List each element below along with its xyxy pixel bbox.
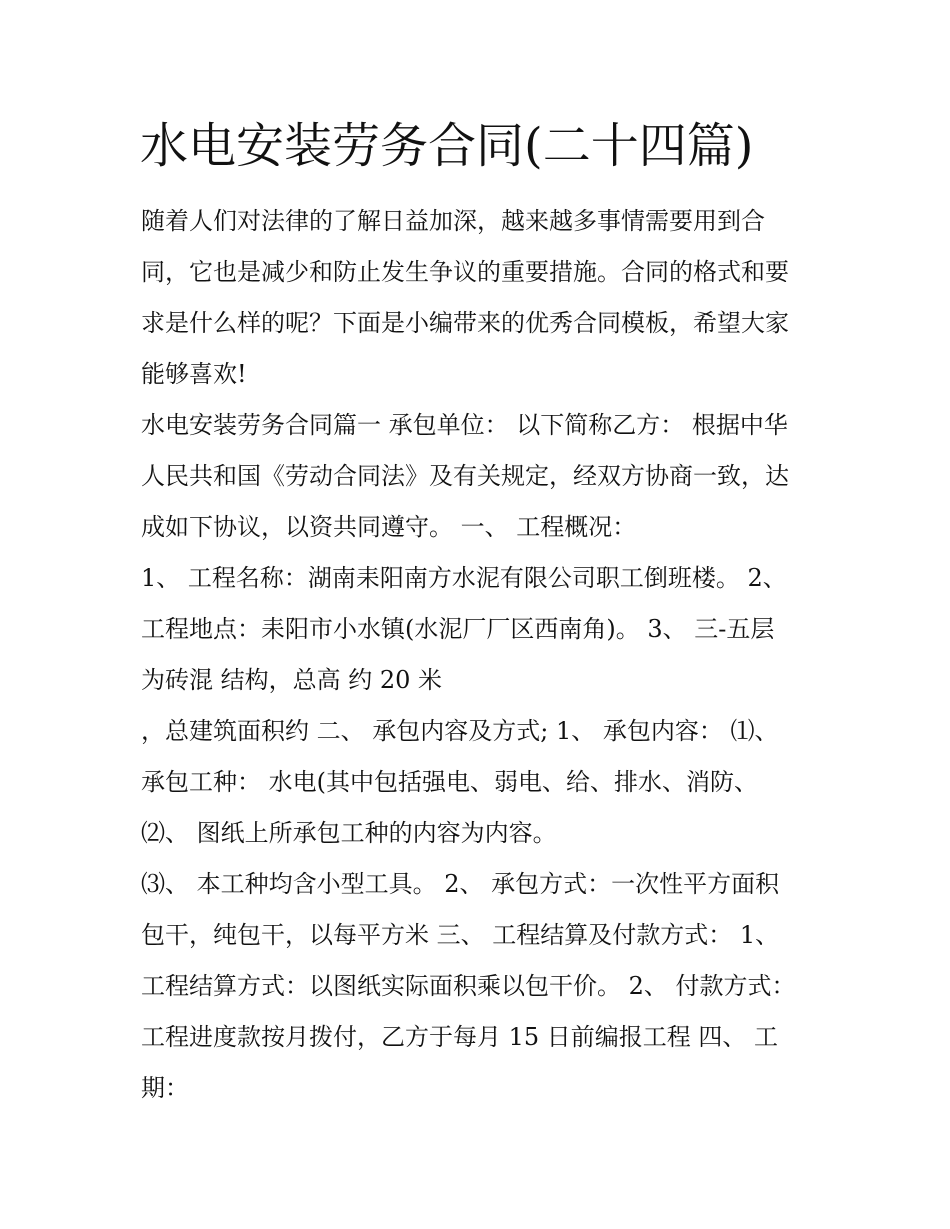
body-line: 能够喜欢! [141,360,247,388]
body-line: ⑶、 本工种均含小型工具。 2、 承包方式：一次性平方面积 [141,870,780,898]
body-line: 包干，纯包干，以每平方米 三、 工程结算及付款方式： 1、 [141,921,780,949]
body-line: 同，它也是减少和防止发生争议的重要措施。合同的格式和要 [141,258,789,286]
body-line: 人民共和国《劳动合同法》及有关规定，经双方协商一致，达 [141,462,789,490]
body-line: ，总建筑面积约 二、 承包内容及方式; 1、 承包内容： ⑴、 [141,717,779,745]
body-line: 水电安装劳务合同篇一 承包单位： 以下简称乙方： 根据中华 [141,411,788,439]
body-line: 工程结算方式：以图纸实际面积乘以包干价。 2、 付款方式： [141,972,796,1000]
body-line: 期： [141,1074,189,1102]
body-line: 求是什么样的呢？下面是小编带来的优秀合同模板，希望大家 [141,309,789,337]
body-line: 1、 工程名称：湖南耒阳南方水泥有限公司职工倒班楼。 2、 [141,564,787,592]
body-line: 随着人们对法律的了解日益加深，越来越多事情需要用到合 [141,207,765,235]
body-line: 成如下协议，以资共同遵守。 一、 工程概况： [141,513,637,541]
body-line: 工程地点：耒阳市小水镇(水泥厂厂区西南角)。 3、 三-五层 [141,615,775,643]
body-line: ⑵、 图纸上所承包工种的内容为内容。 [141,819,557,847]
document-title: 水电安装劳务合同(二十四篇) [140,118,754,174]
body-line: 工程进度款按月拨付，乙方于每月 15 日前编报工程 四、 工 [141,1023,779,1051]
body-line: 承包工种： 水电(其中包括强电、弱电、给、排水、消防、 [141,768,758,796]
body-line: 为砖混 结构，总高 约 20 米 [141,666,443,694]
